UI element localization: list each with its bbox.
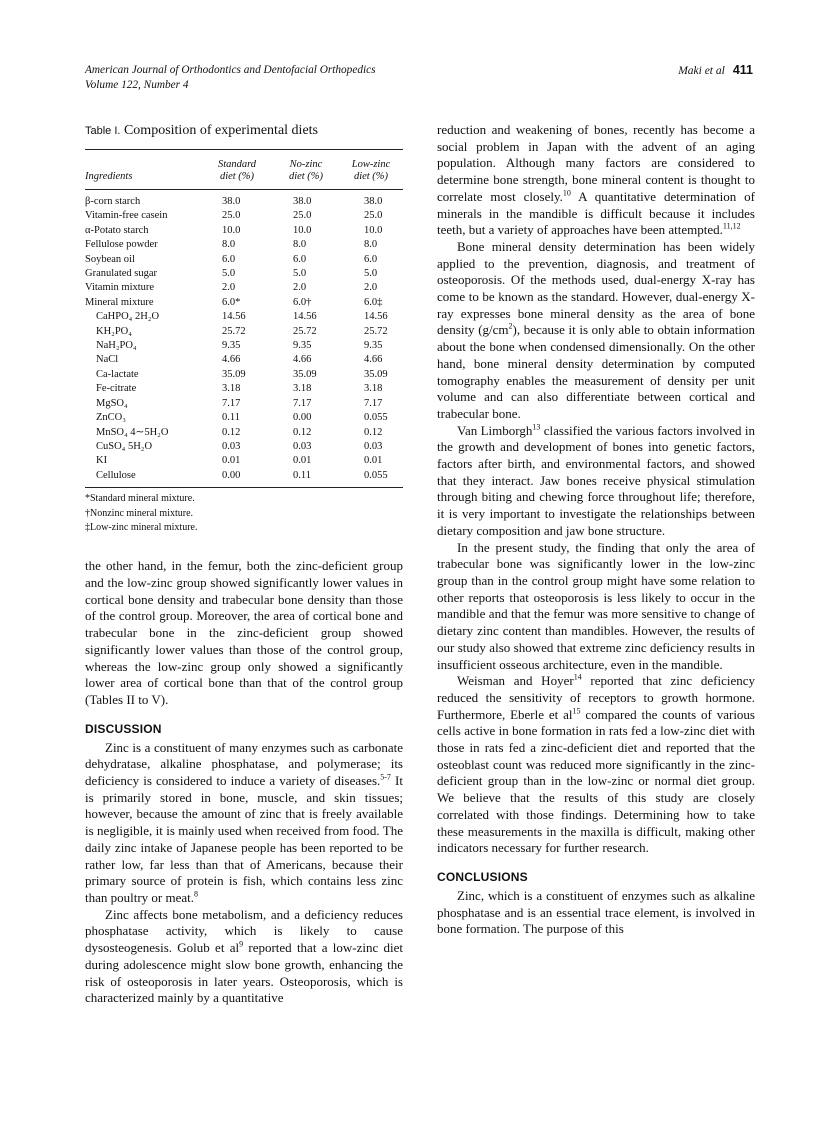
column-header-ingredients: Ingredients: [85, 171, 133, 182]
table-row: [85, 353, 403, 367]
left-column: [85, 122, 403, 1007]
standard-value: 6.0: [222, 253, 236, 265]
ingredient-name: MgSO₄: [96, 397, 128, 409]
low-zinc-value: 4.66: [364, 354, 383, 366]
table-caption: Composition of experimental diets: [123, 123, 318, 138]
table-body: [85, 190, 403, 488]
table-row: [85, 190, 403, 210]
low-zinc-value: 35.09: [364, 368, 388, 380]
table-row: [85, 267, 403, 281]
no-zinc-value: 9.35: [293, 340, 312, 352]
table-row: [85, 325, 403, 339]
ingredient-name: Cellulose: [96, 469, 136, 481]
low-zinc-value: 0.055: [364, 469, 388, 481]
standard-value: 0.01: [222, 455, 241, 467]
low-zinc-value: 6.0‡: [364, 296, 383, 308]
citation: 15: [572, 706, 581, 716]
no-zinc-value: 6.0†: [293, 296, 312, 308]
low-zinc-value: 10.0: [364, 224, 383, 236]
author-line: Maki et al: [678, 65, 725, 77]
ingredient-name: MnSO₄ 4∼5H₂O: [96, 426, 169, 438]
no-zinc-value: 25.0: [293, 210, 312, 222]
discussion-paragraph-7: Weisman and Hoyer$^{14}$ reported that zinc deficiency reduced the sensitivity of receptors to growth hormone. Furthermore, Eberle et $al^{15}$ compared the counts of various cells active in bone formation in rats fed a low-zinc diet with those in rats fed a zinc-deficient diet and reported that the osteoblast count was reduced more significantly in the zinc-deficient group than in the low-zinc or normal diet group. We believe that the results of this study are closely correlated with those findings. Determining how to take these measurements in the maxilla is difficult, making other indicators necessary for further research.: [437, 672, 756, 856]
ingredient-name: ZnCO₃: [96, 412, 126, 424]
ingredient-name: CaHPO₄ 2H₂O: [96, 311, 160, 323]
column-header-low-zinc: Low-zinc diet (%): [351, 159, 391, 182]
no-zinc-value: 5.0: [293, 268, 307, 280]
discussion-paragraph-4: Bone mineral density determination has been widely applied to the prevention, diagnosis, and treatment of osteoporosis. Of the methods used, dual-energy X-ray has come to be known as the standard. However, dual-energy X-ray expresses bone mineral density as the area of bone density $(g/cm^2)$, because it is only able to obtain information about the bone when condensed dimensionally. On the other hand, bone mineral density determination by computed tomography enables the measurement of density per unit volume and can also differentiate between cortical and trabecular bone.: [437, 238, 755, 421]
results-continuation-paragraph: the other hand, in the femur, both the zinc-deficient group and the low-zinc group showed significantly lower values in cortical bone density and trabecular bone density than those of the control group. Moreover, the area of cortical bone and trabecular bone in the zinc-deficient group showed significantly lower values than those of the control group, whereas the low-zinc group only showed a significantly lower area of cortical bone than that of the control group (Tables II to V).: [85, 558, 403, 707]
discussion-paragraph-1: Zinc is a constituent of many enzymes such as carbonate dehydratase, alkaline phosphatase, and polymerase; its deficiency is considered to induce a variety of diseases.$^{5-7}$ It is primarily stored in bone, muscle, and skin tissues; however, because the amount of zinc that is freely available is negligible, it is mainly used when received from food. The daily zinc intake of Japanese people has been reported to be rather low, far less than that of Americans, because their primary source of protein is fish, which contains less zinc than poultry or meat.$^8$: [85, 739, 403, 905]
footnote-lowzinc: ‡Low-zinc mineral mixture.: [85, 521, 198, 533]
low-zinc-value: 0.055: [364, 412, 388, 424]
low-zinc-value: 38.0: [364, 196, 383, 207]
no-zinc-value: 0.11: [293, 469, 311, 481]
ingredient-name: β-corn starch: [85, 196, 141, 207]
no-zinc-value: 0.12: [293, 426, 312, 438]
standard-value: 0.00: [222, 469, 241, 481]
discussion-paragraph-6: In the present study, the finding that only the area of trabecular bone was significantly lower in the low-zinc group than in the control group might have some relation to other reports that osteoporosis is less likely to occur in the mandible and that the femur was more sensitive to change of dietary zinc content than mandibles. However, the results of our study also showed that extreme zinc deficiency results in insufficient osseous architecture, even in the mandible.: [437, 539, 755, 672]
standard-value: 8.0: [222, 239, 236, 251]
table-row: [85, 238, 403, 252]
table-row: [85, 224, 403, 238]
ingredient-name: CuSO₄ 5H₂O: [96, 440, 153, 452]
discussion-paragraph-3: reduction and weakening of bones, recently has become a social problem in Japan with the advent of an aging population. Although many factors are considered to determine bone strength, bone mineral content is thought to correlate most closely.$^{10}$ A quantitative determination of minerals in the mandible is difficult because it includes teeth, but a variety of approaches have been attempted.$^{11,12}$: [437, 122, 755, 238]
conclusions-paragraph-1: Zinc, which is a constituent of enzymes such as alkaline phosphatase and is an essential trace element, is involved in bone formation. The purpose of this: [437, 887, 755, 937]
citation: 13: [532, 422, 541, 432]
conclusions-heading: CONCLUSIONS: [437, 869, 528, 884]
low-zinc-value: 9.35: [364, 340, 383, 352]
column-header-standard: Standard diet (%): [217, 159, 257, 182]
table-row: [85, 426, 403, 440]
no-zinc-value: 2.0: [293, 282, 307, 294]
diet-composition-table: [85, 149, 403, 488]
table-row: [85, 339, 403, 353]
no-zinc-value: 0.00: [293, 412, 312, 424]
no-zinc-value: 14.56: [293, 311, 317, 323]
ingredient-name: α-Potato starch: [85, 224, 149, 236]
no-zinc-value: 0.03: [293, 440, 312, 452]
ingredient-name: NaH₂PO₄: [96, 340, 137, 352]
table-row: [85, 454, 403, 468]
table-row: [85, 281, 403, 295]
table-row: [85, 296, 403, 310]
standard-value: 4.66: [222, 354, 241, 366]
journal-volume: Volume 122, Number 4: [85, 79, 189, 91]
standard-value: 0.11: [222, 412, 240, 424]
no-zinc-value: 35.09: [293, 368, 317, 380]
running-header: [85, 63, 753, 93]
table-footnotes: [85, 492, 403, 535]
low-zinc-value: 14.56: [364, 311, 388, 323]
discussion-paragraph-5: Van Limborgh$^{13}$ classified the various factors involved in the growth and development of bones into genetic factors, factors after birth, and environmental factors, and showed that they interact. Jaw bones receive physical stimulation through biting and chewing force throughout life; therefore, it is very important to investigate the relationships between dietary composition and jaw bone structure.: [437, 422, 755, 538]
ingredient-name: Ca-lactate: [96, 368, 139, 380]
ingredient-name: KH₂PO₄: [96, 325, 132, 337]
ingredient-name: Fe-citrate: [96, 383, 137, 395]
journal-title: American Journal of Orthodontics and Dentofacial Orthopedics: [85, 64, 376, 76]
table-row: [85, 411, 403, 425]
no-zinc-value: 7.17: [293, 397, 312, 409]
low-zinc-value: 25.0: [364, 210, 383, 222]
no-zinc-value: 6.0: [293, 253, 307, 265]
table-row: [85, 382, 403, 396]
right-column: [437, 122, 755, 938]
page-number: 411: [732, 63, 753, 77]
ingredient-name: Vitamin mixture: [85, 282, 155, 294]
standard-value: 7.17: [222, 397, 241, 409]
standard-value: 25.0: [222, 210, 241, 222]
ingredient-name: Granulated sugar: [85, 268, 158, 280]
no-zinc-value: 8.0: [293, 239, 307, 251]
low-zinc-value: 25.72: [364, 325, 388, 337]
low-zinc-value: 3.18: [364, 383, 383, 395]
ingredient-name: KI: [96, 455, 108, 467]
no-zinc-value: 3.18: [293, 383, 312, 395]
footnote-standard: *Standard mineral mixture.: [85, 493, 195, 505]
standard-value: 25.72: [222, 325, 246, 337]
column-header-no-zinc: No-zinc diet (%): [288, 159, 324, 182]
standard-value: 10.0: [222, 224, 241, 236]
standard-value: 0.03: [222, 440, 241, 452]
table-row: [85, 310, 403, 324]
low-zinc-value: 0.12: [364, 426, 383, 438]
ingredient-name: Fellulose powder: [85, 239, 158, 251]
citation: 8: [194, 889, 199, 899]
table-row: [85, 469, 403, 488]
ingredient-name: Soybean oil: [85, 253, 135, 265]
table-row: [85, 253, 403, 267]
table-row: [85, 209, 403, 223]
low-zinc-value: 2.0: [364, 282, 378, 294]
low-zinc-value: 8.0: [364, 239, 378, 251]
citation: 11,12: [722, 221, 741, 231]
standard-value: 9.35: [222, 340, 241, 352]
table-label: Table I.: [85, 125, 121, 137]
standard-value: 5.0: [222, 268, 236, 280]
no-zinc-value: 4.66: [293, 354, 312, 366]
no-zinc-value: 10.0: [293, 224, 312, 236]
discussion-heading: DISCUSSION: [85, 721, 162, 736]
no-zinc-value: 25.72: [293, 325, 317, 337]
low-zinc-value: 6.0: [364, 253, 378, 265]
standard-value: 0.12: [222, 426, 241, 438]
citation: 5-7: [380, 772, 391, 782]
table-header-row: [85, 150, 403, 190]
no-zinc-value: 38.0: [293, 196, 312, 207]
low-zinc-value: 7.17: [364, 397, 383, 409]
table-row: [85, 368, 403, 382]
header-right: [678, 63, 753, 79]
table-row: [85, 397, 403, 411]
standard-value: 14.56: [222, 311, 246, 323]
ingredient-name: Vitamin-free casein: [85, 210, 168, 222]
standard-value: 35.09: [222, 368, 246, 380]
no-zinc-value: 0.01: [293, 455, 312, 467]
table-row: [85, 440, 403, 454]
low-zinc-value: 5.0: [364, 268, 378, 280]
citation: 9: [239, 939, 244, 949]
footnote-nonzinc: †Nonzinc mineral mixture.: [85, 507, 194, 519]
ingredient-name: NaCl: [96, 354, 119, 366]
table-title: [85, 122, 403, 140]
ingredient-name: Mineral mixture: [85, 296, 154, 308]
standard-value: 2.0: [222, 282, 236, 294]
standard-value: 6.0*: [222, 296, 241, 308]
discussion-paragraph-2: Zinc affects bone metabolism, and a deficiency reduces phosphatase activity, which is likely to cause dysosteogenesis. Golub et $al^9$ reported that a low-zinc diet during adolescence might slow bone growth, enhancing the risk of osteoporosis in later years. Osteoporosis, which is characterized mainly by a quantitative: [85, 906, 403, 1006]
citation: 10: [562, 188, 571, 198]
standard-value: 3.18: [222, 383, 241, 395]
standard-value: 38.0: [222, 196, 241, 207]
citation: 14: [573, 672, 582, 682]
low-zinc-value: 0.03: [364, 440, 383, 452]
low-zinc-value: 0.01: [364, 455, 383, 467]
